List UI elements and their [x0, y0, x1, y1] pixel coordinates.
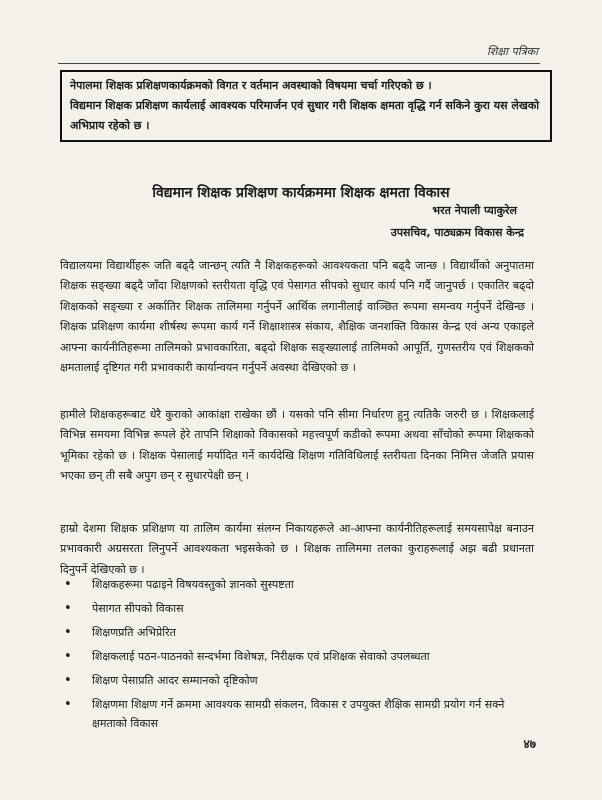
author-name: भरत नेपाली प्याकुरेल: [432, 204, 517, 217]
list-item-text: शिक्षकलाई पठन-पाठनको सन्दर्भमा विशेषज्ञ, निरीक्षक एवं प्रशिक्षक सेवाको उपलब्धता: [92, 650, 430, 663]
bullet-icon: •: [64, 601, 72, 616]
page-number: ४७: [523, 737, 536, 751]
list-item: [64, 695, 538, 733]
paragraph-2-text: हामीले शिक्षकहरूबाट धेरै कुराको आकांक्षा राखेका छौं । यसको पनि सीमा निर्धारण हुनु त्यतिकै जरुरी छ । शिक्षकलाई विभिन्न समयमा विभिन्न रूपले हेरे तापनि शिक्षाको विकासको महत्त्वपूर्ण कडीको रूपमा अथवा साँचोको रूपमा शिक्षकको भूमिका रहेको छ । शिक्षक पेसालाई मर्यादित गर्ने कार्यदेखि शिक्षण गतिविधिलाई स्तरीयता दिनका निमित्त जेजति प्रयास भएका छन् ती सबै अपुग छन् र सुधारपेक्षी छन् ।: [60, 408, 534, 483]
bullet-icon: •: [64, 649, 72, 664]
list-item: [64, 647, 538, 666]
list-item: [64, 599, 538, 618]
list-item-text: शिक्षणप्रति अभिप्रेरित: [92, 626, 176, 639]
header-rule: [58, 63, 540, 64]
abstract-line-1: नेपालमा शिक्षक प्रशिक्षणकार्यक्रमको विगत र वर्तमान अवस्थाको विषयमा चर्चा गरिएको छ ।: [70, 79, 432, 92]
bullet-list: [64, 575, 538, 738]
list-item-text: शिक्षण पेसाप्रति आदर सम्मानको दृष्टिकोण: [92, 674, 258, 687]
list-item: [64, 575, 538, 594]
abstract-box: [60, 70, 552, 142]
list-item-text: शिक्षकहरूमा पढाइने विषयवस्तुको ज्ञानको सुस्पष्टता: [92, 578, 294, 591]
abstract-line-2: विद्यमान शिक्षक प्रशिक्षण कार्यलाई आवश्यक परिमार्जन एवं सुधार गरी शिक्षक क्षमता वृद्धि गर्न सकिने कुरा यस लेखको अभिप्राय रहेको छ ।: [70, 99, 540, 132]
bullet-icon: •: [64, 673, 72, 688]
paragraph-3-text: हाम्रो देशमा शिक्षक प्रशिक्षण या तालिम कार्यमा संलग्न निकायहरूले आ-आफ्ना कार्यनीतिहरूलाई समयसापेक्ष बनाउन प्रभावकारी अग्रसरता लिनुपर्ने आवश्यकता भइसकेको छ । शिक्षक तालिममा तलका कुराहरूलाई अझ बढी प्रधानता दिनुपर्ने देखिएको छ ।: [60, 522, 534, 576]
bullet-icon: •: [64, 577, 72, 592]
list-item: [64, 671, 538, 690]
paragraph-1: [60, 256, 534, 378]
bullet-icon: •: [64, 625, 72, 640]
journal-header: शिक्षा पत्रिका: [486, 45, 538, 58]
paragraph-2: [60, 405, 534, 487]
paragraph-3: [60, 519, 534, 580]
list-item-text: पेसागत सीपको विकास: [92, 602, 184, 615]
author-role: उपसचिव, पाठ्यक्रम विकास केन्द्र: [390, 226, 524, 239]
article-title: विद्यमान शिक्षक प्रशिक्षण कार्यक्रममा शिक्षक क्षमता विकास: [152, 185, 450, 201]
list-item-text: शिक्षणमा शिक्षण गर्ने क्रममा आवश्यक सामग्री संकलन, विकास र उपयुक्त शैक्षिक सामग्री प्रयोग गर्न सक्ने क्षमताको विकास: [92, 698, 505, 730]
list-item: [64, 623, 538, 642]
paragraph-1-text: विद्यालयमा विद्यार्थीहरू जति बढ्दै जान्छन् त्यति नै शिक्षकहरूको आवश्यकता पनि बढ्दै जान्छ । विद्यार्थीको अनुपातमा शिक्षक सङ्ख्या बढ्दै जाँदा शिक्षणको स्तरीयता वृद्धि एवं पेसागत सीपको सुधार कार्य पनि गर्दै जानुपर्छ । एकातिर बढ्दो शिक्षकको सङ्ख्या र अर्कातिर शिक्षक तालिममा गर्नुपर्ने आर्थिक लगानीलाई वाञ्छित रूपमा समन्वय गर्नुपर्ने देखिन्छ । शिक्षक प्रशिक्षण कार्यमा शीर्षस्थ रूपमा कार्य गर्ने शिक्षाशास्त्र संकाय, शैक्षिक जनशक्ति विकास केन्द्र एवं अन्य एकाइले आफ्ना कार्यनीतिहरूमा तालिमको प्रभावकारिता, बढ्दो शिक्षक सङ्ख्यालाई तालिमको आपूर्ति, गुणस्तरीय एवं शिक्षकको क्षमतालाई दृष्टिगत गरी प्रभावकारी कार्यान्वयन गर्नुपर्ने अवस्था देखिएको छ ।: [60, 259, 534, 375]
bullet-icon: •: [64, 697, 72, 712]
